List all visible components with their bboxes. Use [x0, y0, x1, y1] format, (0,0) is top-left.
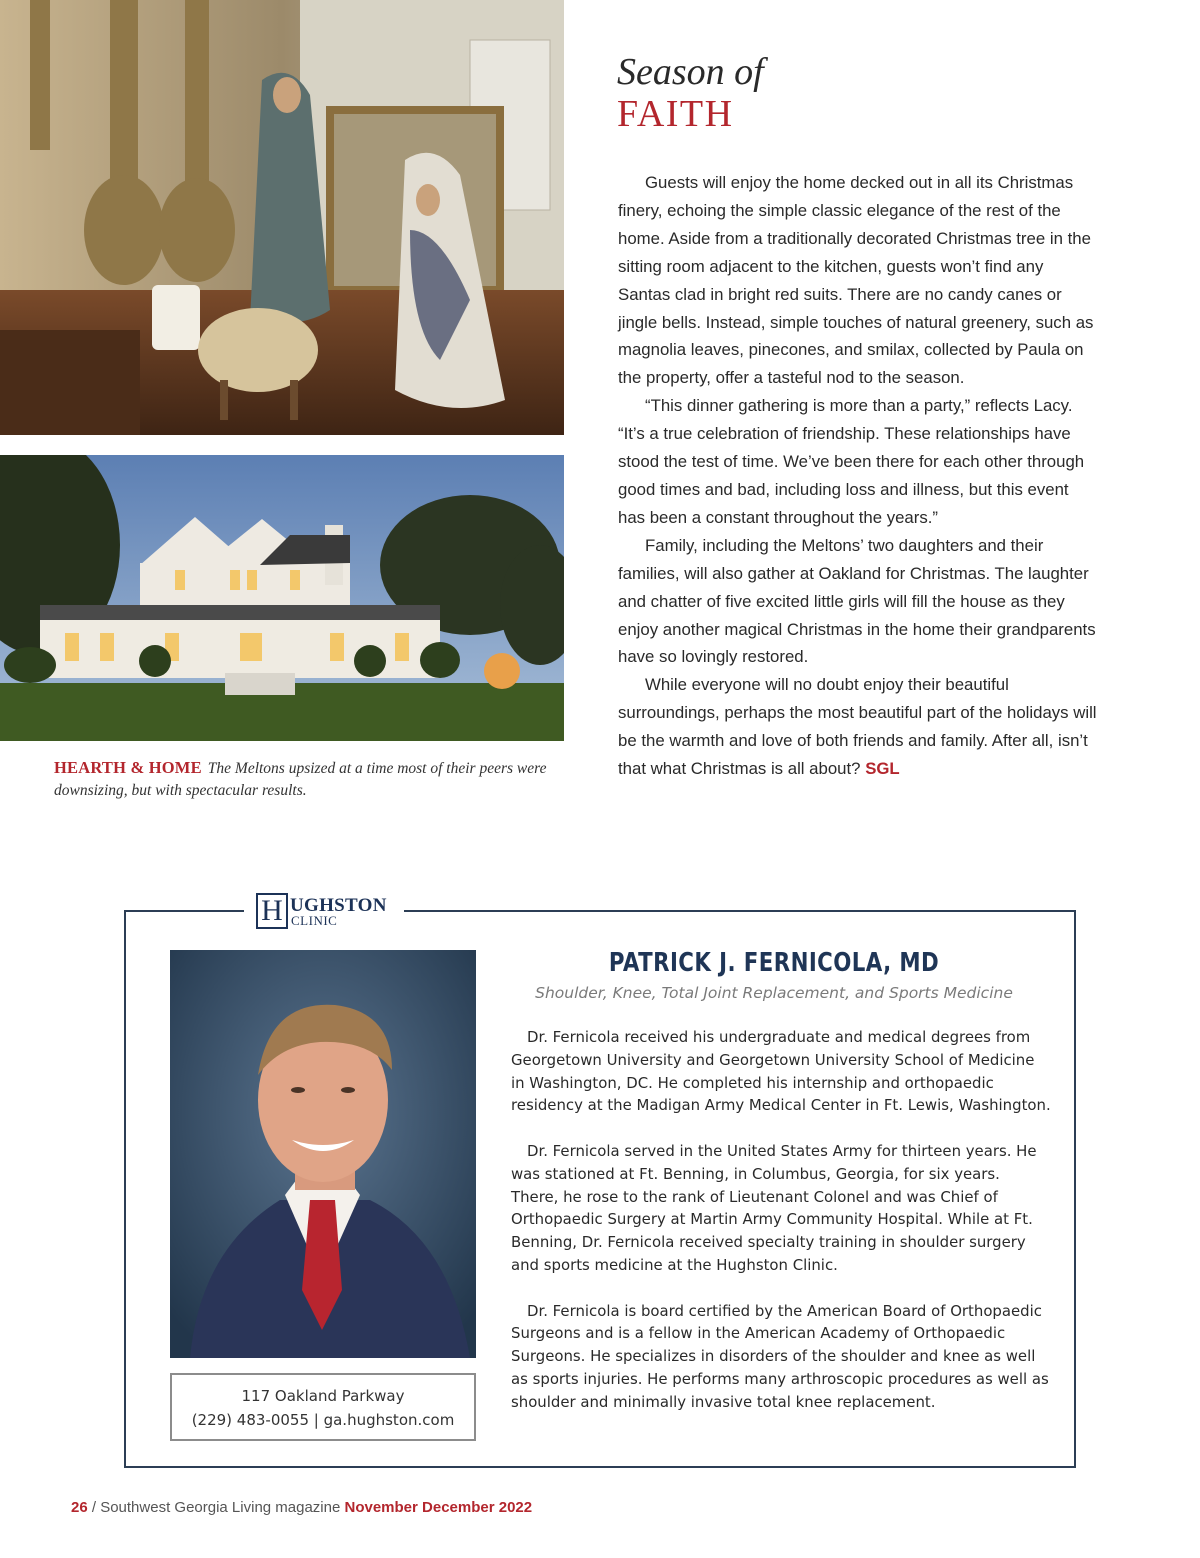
- doctor-name: PATRICK J. FERNICOLA, MD: [608, 948, 940, 978]
- article-signoff: SGL: [865, 759, 900, 779]
- article-paragraph: Guests will enjoy the home decked out in all its Christmas finery, echoing the simple classic elegance of the rest of the home. Aside from a traditionally decorated Christmas tree in the sitting room adjacent to the kitchen, guests won’t find any Santas clad in bright red suits. There are no candy canes or jingle bells. Instead, simple touches of natural greenery, such as magnolia leaves, pinecones, and smilax, collected by Paula on the property, offer a tasteful nod to the season.: [618, 173, 1094, 388]
- house-photo: [0, 455, 564, 741]
- clinic-address: 117 Oakland Parkway: [241, 1387, 405, 1405]
- article-paragraph-last: [618, 671, 1098, 783]
- clinic-contact: (229) 483-0055 | ga.hughston.com: [191, 1411, 455, 1429]
- page-footer: [71, 1499, 532, 1516]
- article-paragraph: “This dinner gathering is more than a party,” reflects Lacy. “It’s a true celebration of friendship. These relationships have stood the test of time. We’ve been there for each other through good times and bad, including loss and illness, but this event has been a constant throughout the years.”: [618, 396, 1085, 527]
- publication-name: / Southwest Georgia Living magazine: [87, 1499, 345, 1516]
- contact-box: [170, 1373, 476, 1441]
- photo-caption: [54, 757, 564, 802]
- article-body: [618, 169, 1098, 783]
- doctor-bio: [511, 1026, 1051, 1414]
- logo-name: UGHSTON: [290, 894, 387, 916]
- article-headline: [617, 50, 764, 134]
- bio-paragraph: Dr. Fernicola received his undergraduate and medical degrees from Georgetown University and Georgetown University School of Medicine in Washington, DC. He completed his internship and orthopaedic residency at the Madigan Army Medical Center in Ft. Lewis, Washington.: [511, 1028, 1051, 1115]
- logo-wordmark: [290, 896, 387, 927]
- logo-letter: H: [261, 894, 283, 927]
- page-number: 26: [71, 1499, 88, 1516]
- headline-line2: FAITH: [617, 93, 734, 135]
- nativity-photo: [0, 0, 564, 435]
- hughston-logo: [244, 891, 404, 931]
- caption-label: HEARTH & HOME: [54, 758, 202, 777]
- issue-date: November December 2022: [344, 1499, 533, 1516]
- doctor-portrait: [170, 950, 476, 1358]
- article-paragraph-text: While everyone will no doubt enjoy their beautiful surroundings, perhaps the most beautiful part of the holidays will be the warmth and love of both friends and family. After all, isn’t that what Christmas is all about?: [618, 675, 1097, 779]
- logo-h-box: [256, 893, 288, 929]
- headline-line1: Season of: [617, 51, 764, 93]
- caption-text: The Meltons upsized at a time most of their peers were downsizing, but with spectacular results.: [54, 760, 547, 799]
- bio-paragraph: Dr. Fernicola is board certified by the American Board of Orthopaedic Surgeons and is a fellow in the American Academy of Orthopaedic Surgeons. He specializes in disorders of the shoulder and knee as well as sports injuries. He performs many arthroscopic procedures as well as shoulder and minimally invasive total knee replacement.: [511, 1301, 1049, 1411]
- doctor-specialty: Shoulder, Knee, Total Joint Replacement, and Sports Medicine: [535, 984, 1013, 1002]
- bio-paragraph: Dr. Fernicola served in the United States Army for thirteen years. He was stationed at Ft. Benning, in Columbus, Georgia, for six years. There, he rose to the rank of Lieutenant Colonel and was Chief of Orthopaedic Surgery at Martin Army Community Hospital. While at Ft. Benning, Dr. Fernicola received specialty training in shoulder surgery and sports medicine at the Hughston Clinic.: [511, 1141, 1037, 1274]
- logo-sub: CLINIC: [291, 912, 338, 928]
- article-paragraph: Family, including the Meltons’ two daughters and their families, will also gather at Oakland for Christmas. The laughter and chatter of five excited little girls will fill the house as they enjoy another magical Christmas in the home their grandparents have so lovingly restored.: [618, 535, 1096, 667]
